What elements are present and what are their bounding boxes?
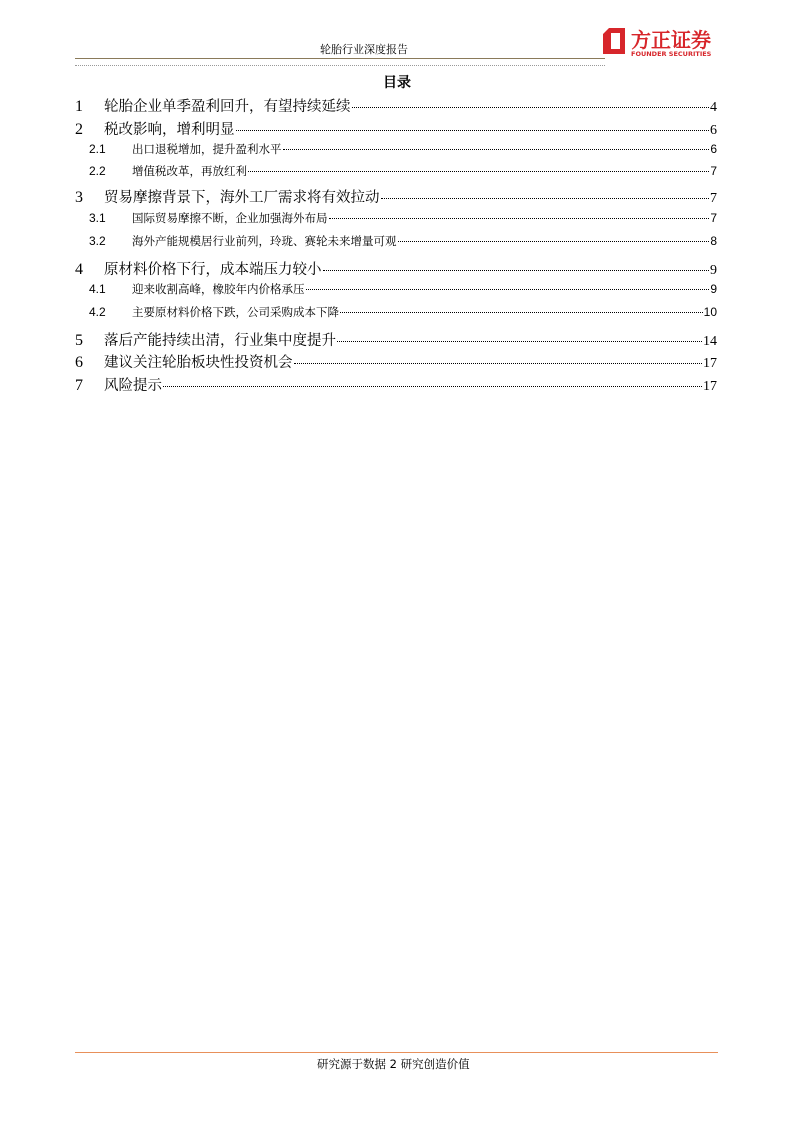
- toc-entry-number: 4: [75, 261, 83, 278]
- toc-entry-number: 2.1: [89, 142, 106, 156]
- toc-entry-title: 税改影响，增利明显: [104, 122, 235, 138]
- toc-entry-title: 迎来收割高峰，橡胶年内价格承压: [132, 282, 305, 296]
- toc-entry-page: 7: [710, 211, 717, 225]
- toc-entry[interactable]: [75, 329, 717, 350]
- footer-slogan: 研究源于数据 2 研究创造价值: [317, 1057, 470, 1071]
- toc-entry-number: 3.2: [89, 234, 106, 248]
- dot-leader: [381, 198, 710, 199]
- dot-leader: [323, 270, 710, 271]
- toc-entry[interactable]: [75, 233, 717, 249]
- toc-entry-number: 1: [75, 98, 83, 115]
- toc-entry-number: 2: [75, 121, 83, 138]
- toc-entry-page: 14: [703, 334, 717, 349]
- toc-entry-page: 6: [710, 142, 717, 156]
- dot-leader: [398, 241, 710, 242]
- dot-leader: [283, 149, 710, 150]
- footer-divider: [75, 1052, 718, 1053]
- toc-entry-number: 4.2: [89, 305, 106, 319]
- report-header-title: 轮胎行业深度报告: [320, 43, 408, 56]
- dot-leader: [306, 289, 710, 290]
- header-divider: [75, 58, 605, 59]
- dot-leader: [340, 312, 703, 313]
- toc-entry-number: 2.2: [89, 164, 106, 178]
- toc-entry-title: 海外产能规模居行业前列，玲珑、赛轮未来增量可观: [132, 234, 397, 248]
- dot-leader: [337, 341, 702, 342]
- toc-entry-title: 增值税改革，再放红利: [132, 164, 247, 178]
- toc-entry-title: 风险提示: [104, 378, 162, 394]
- logo-text-cn: 方正证券: [631, 28, 711, 52]
- toc-entry-page: 6: [710, 123, 717, 138]
- dot-leader: [248, 171, 709, 172]
- toc-entry-number: 3.1: [89, 211, 106, 225]
- toc-entry[interactable]: [75, 186, 717, 207]
- toc-entry-title: 贸易摩擦背景下，海外工厂需求将有效拉动: [104, 190, 380, 206]
- toc-entry-title: 轮胎企业单季盈利回升，有望持续延续: [104, 99, 351, 115]
- toc-entry-page: 9: [710, 263, 717, 278]
- logo-mark-icon: [603, 28, 625, 54]
- toc-entry-number: 5: [75, 332, 83, 349]
- dot-leader: [294, 363, 703, 364]
- toc-entry-number: 3: [75, 189, 83, 206]
- toc-entry[interactable]: [75, 141, 717, 157]
- toc-entry-number: 7: [75, 377, 83, 394]
- toc-entry[interactable]: [75, 95, 717, 116]
- toc-entry-title: 国际贸易摩擦不断，企业加强海外布局: [132, 211, 328, 225]
- toc-entry-title: 原材料价格下行，成本端压力较小: [104, 262, 322, 278]
- toc-entry[interactable]: [75, 118, 717, 139]
- toc-entry-title: 建议关注轮胎板块性投资机会: [104, 355, 293, 371]
- dot-leader: [163, 386, 702, 387]
- toc-entry[interactable]: [75, 258, 717, 279]
- toc-entry-page: 4: [710, 100, 717, 115]
- toc-entry-title: 主要原材料价格下跌，公司采购成本下降: [132, 305, 339, 319]
- toc-entry[interactable]: [75, 281, 717, 297]
- toc-entry[interactable]: [75, 374, 717, 395]
- founder-securities-logo: [603, 26, 723, 62]
- toc-entry-page: 9: [710, 282, 717, 296]
- toc-entry-page: 10: [703, 305, 717, 319]
- dot-leader: [329, 218, 710, 219]
- dot-leader: [352, 107, 710, 108]
- toc-entry-page: 8: [710, 234, 717, 248]
- toc-entry[interactable]: [75, 351, 717, 372]
- toc-entry[interactable]: [75, 210, 717, 226]
- toc-entry-page: 7: [710, 164, 717, 178]
- toc-entry-page: 7: [710, 191, 717, 206]
- toc-entry-page: 17: [703, 356, 717, 371]
- toc-entry[interactable]: [75, 163, 717, 179]
- toc-entry-number: 4.1: [89, 282, 106, 296]
- toc-entry[interactable]: [75, 304, 717, 320]
- dot-leader: [236, 130, 710, 131]
- logo-text-en: FOUNDER SECURITIES: [631, 50, 712, 58]
- header-dotted-divider: [75, 65, 605, 66]
- toc-entry-number: 6: [75, 354, 83, 371]
- toc-entry-title: 出口退税增加，提升盈利水平: [132, 142, 282, 156]
- toc-entry-page: 17: [703, 379, 717, 394]
- toc-entry-title: 落后产能持续出清，行业集中度提升: [104, 333, 336, 349]
- toc-title: 目录: [383, 75, 411, 91]
